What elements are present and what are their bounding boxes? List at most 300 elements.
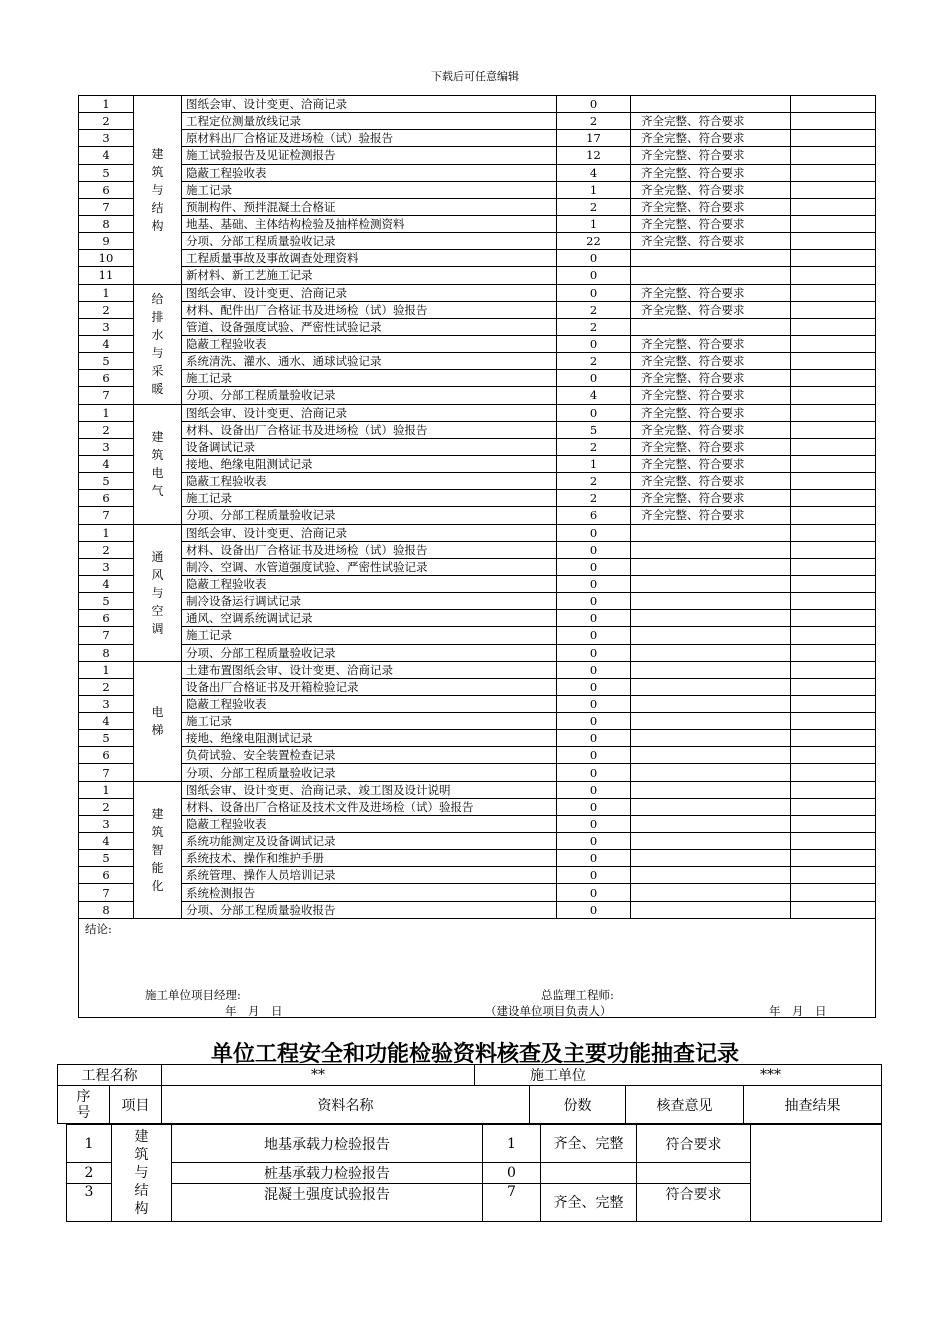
row-opinion xyxy=(631,695,791,712)
row-checker xyxy=(791,575,876,592)
header-count: 份数 xyxy=(530,1086,626,1124)
row-no: 6 xyxy=(79,490,134,507)
row-doc-name: 通风、空调系统调试记录 xyxy=(182,610,557,627)
row-doc-name: 预制构件、预拌混凝土合格证 xyxy=(182,198,557,215)
row-count: 17 xyxy=(557,130,631,147)
row-count: 2 xyxy=(557,318,631,335)
row-count: 1 xyxy=(557,181,631,198)
row-checker xyxy=(791,541,876,558)
row-opinion: 齐全完整、符合要求 xyxy=(631,455,791,472)
row-opinion xyxy=(631,764,791,781)
row-count: 0 xyxy=(557,404,631,421)
row-doc-name: 负荷试验、安全装置检查记录 xyxy=(182,747,557,764)
row-checker xyxy=(791,147,876,164)
row-no: 1 xyxy=(79,781,134,798)
row-no: 5 xyxy=(79,353,134,370)
row-doc-name: 施工记录 xyxy=(182,370,557,387)
row-doc-name: 接地、绝缘电阻测试记录 xyxy=(182,730,557,747)
check-row xyxy=(79,678,876,695)
form-row-result: 符合要求 xyxy=(637,1125,751,1163)
row-no: 8 xyxy=(79,644,134,661)
row-checker xyxy=(791,318,876,335)
checker-cell xyxy=(751,1125,882,1222)
row-count: 2 xyxy=(557,353,631,370)
row-checker xyxy=(791,96,876,113)
row-count: 2 xyxy=(557,113,631,130)
form-row-opinion xyxy=(541,1125,637,1163)
row-count: 12 xyxy=(557,147,631,164)
header-result: 抽查结果 xyxy=(744,1086,882,1124)
check-row xyxy=(79,370,876,387)
row-no: 1 xyxy=(79,524,134,541)
row-checker xyxy=(791,850,876,867)
row-count: 0 xyxy=(557,781,631,798)
check-row xyxy=(79,593,876,610)
group-label: 电梯 xyxy=(151,705,164,738)
form-row-count: 1 xyxy=(483,1125,541,1163)
row-no: 2 xyxy=(79,421,134,438)
row-opinion xyxy=(631,833,791,850)
row-opinion xyxy=(631,815,791,832)
check-row xyxy=(79,541,876,558)
form-row-name: 地基承载力检验报告 xyxy=(172,1125,483,1163)
check-row xyxy=(79,627,876,644)
group-cell xyxy=(134,781,182,918)
check-row xyxy=(79,713,876,730)
check-row xyxy=(79,318,876,335)
conclusion-row xyxy=(79,918,876,1017)
row-count: 6 xyxy=(557,507,631,524)
row-no: 7 xyxy=(79,387,134,404)
row-no: 2 xyxy=(79,541,134,558)
row-doc-name: 图纸会审、设计变更、洽商记录 xyxy=(182,524,557,541)
row-count: 0 xyxy=(557,661,631,678)
row-checker xyxy=(791,867,876,884)
row-no: 6 xyxy=(79,610,134,627)
row-no: 7 xyxy=(79,198,134,215)
row-opinion xyxy=(631,627,791,644)
row-no: 6 xyxy=(79,747,134,764)
form-row-no: 3 xyxy=(67,1184,112,1222)
row-no: 5 xyxy=(79,850,134,867)
row-opinion xyxy=(631,661,791,678)
check-row xyxy=(79,267,876,284)
row-no: 9 xyxy=(79,233,134,250)
group-cell xyxy=(134,661,182,781)
row-doc-name: 隐蔽工程验收表 xyxy=(182,473,557,490)
check-row xyxy=(79,96,876,113)
row-checker xyxy=(791,215,876,232)
row-opinion xyxy=(631,250,791,267)
row-no: 3 xyxy=(79,695,134,712)
group-cell xyxy=(134,404,182,524)
row-count: 5 xyxy=(557,421,631,438)
row-opinion xyxy=(631,781,791,798)
row-count: 0 xyxy=(557,850,631,867)
row-count: 2 xyxy=(557,301,631,318)
row-checker xyxy=(791,730,876,747)
row-count: 0 xyxy=(557,335,631,352)
row-no: 3 xyxy=(79,558,134,575)
check-row xyxy=(79,421,876,438)
row-no: 2 xyxy=(79,798,134,815)
row-doc-name: 施工试验报告及见证检测报告 xyxy=(182,147,557,164)
check-row xyxy=(79,524,876,541)
row-count: 2 xyxy=(557,198,631,215)
row-checker xyxy=(791,233,876,250)
form-title: 单位工程安全和功能检验资料核查及主要功能抽查记录 xyxy=(210,1042,739,1067)
row-no: 5 xyxy=(79,473,134,490)
row-doc-name: 制冷设备运行调试记录 xyxy=(182,593,557,610)
chief-supervisor-label: 总监理工程师: xyxy=(541,987,614,1002)
row-doc-name: 工程质量事故及事故调查处理资料 xyxy=(182,250,557,267)
row-checker xyxy=(791,181,876,198)
contractor-value: *** xyxy=(760,1067,781,1083)
header-no-text: 序号 xyxy=(76,1088,91,1121)
row-no: 4 xyxy=(79,713,134,730)
row-no: 1 xyxy=(79,284,134,301)
row-checker xyxy=(791,198,876,215)
row-doc-name: 隐蔽工程验收表 xyxy=(182,335,557,352)
row-doc-name: 图纸会审、设计变更、洽商记录、竣工图及设计说明 xyxy=(182,781,557,798)
row-checker xyxy=(791,455,876,472)
form-row-no: 2 xyxy=(67,1163,112,1184)
check-row xyxy=(79,490,876,507)
row-checker xyxy=(791,421,876,438)
check-row xyxy=(79,335,876,352)
row-checker xyxy=(791,301,876,318)
row-count: 1 xyxy=(557,455,631,472)
row-opinion xyxy=(631,730,791,747)
row-doc-name: 施工记录 xyxy=(182,627,557,644)
row-doc-name: 土建布置图纸会审、设计变更、洽商记录 xyxy=(182,661,557,678)
row-doc-name: 图纸会审、设计变更、洽商记录 xyxy=(182,284,557,301)
row-no: 7 xyxy=(79,507,134,524)
row-opinion xyxy=(631,524,791,541)
row-no: 4 xyxy=(79,335,134,352)
row-checker xyxy=(791,164,876,181)
check-row xyxy=(79,884,876,901)
contractor-label: 施工单位 xyxy=(530,1068,586,1084)
row-opinion: 齐全完整、符合要求 xyxy=(631,215,791,232)
row-opinion xyxy=(631,713,791,730)
row-count: 2 xyxy=(557,438,631,455)
check-row xyxy=(79,507,876,524)
conclusion-cell xyxy=(79,918,876,1017)
row-doc-name: 隐蔽工程验收表 xyxy=(182,815,557,832)
row-opinion xyxy=(631,541,791,558)
group-cell xyxy=(134,524,182,661)
contractor-manager-label: 施工单位项目经理: xyxy=(145,987,241,1002)
date-right: 年 月 日 xyxy=(769,1003,827,1018)
row-doc-name: 系统技术、操作和维护手册 xyxy=(182,850,557,867)
check-row xyxy=(79,644,876,661)
row-opinion xyxy=(631,558,791,575)
row-count: 0 xyxy=(557,284,631,301)
row-no: 4 xyxy=(79,575,134,592)
row-checker xyxy=(791,884,876,901)
row-count: 0 xyxy=(557,250,631,267)
row-checker xyxy=(791,250,876,267)
row-opinion xyxy=(631,575,791,592)
row-no: 5 xyxy=(79,593,134,610)
row-opinion: 齐全完整、符合要求 xyxy=(631,164,791,181)
header-doc: 资料名称 xyxy=(162,1086,530,1124)
row-count: 4 xyxy=(557,164,631,181)
row-doc-name: 新材料、新工艺施工记录 xyxy=(182,267,557,284)
row-count: 0 xyxy=(557,541,631,558)
row-count: 0 xyxy=(557,884,631,901)
row-opinion xyxy=(631,850,791,867)
check-row xyxy=(79,215,876,232)
row-count: 22 xyxy=(557,233,631,250)
row-doc-name: 分项、分部工程质量验收记录 xyxy=(182,764,557,781)
row-opinion: 齐全完整、符合要求 xyxy=(631,438,791,455)
row-no: 6 xyxy=(79,181,134,198)
row-doc-name: 系统清洗、灌水、通水、通球试验记录 xyxy=(182,353,557,370)
row-doc-name: 接地、绝缘电阻测试记录 xyxy=(182,455,557,472)
row-doc-name: 管道、设备强度试验、严密性试验记录 xyxy=(182,318,557,335)
row-checker xyxy=(791,490,876,507)
row-opinion xyxy=(631,644,791,661)
row-doc-name: 系统管理、操作人员培训记录 xyxy=(182,867,557,884)
header-opinion: 核查意见 xyxy=(626,1086,744,1124)
form-row-name: 桩基承载力检验报告 xyxy=(172,1163,483,1184)
check-row xyxy=(79,764,876,781)
row-no: 5 xyxy=(79,730,134,747)
row-opinion: 齐全完整、符合要求 xyxy=(631,370,791,387)
row-doc-name: 地基、基础、主体结构检验及抽样检测资料 xyxy=(182,215,557,232)
row-opinion: 齐全完整、符合要求 xyxy=(631,387,791,404)
row-checker xyxy=(791,764,876,781)
row-opinion xyxy=(631,318,791,335)
row-doc-name: 材料、设备出厂合格证书及进场检（试）验报告 xyxy=(182,541,557,558)
form-body-table xyxy=(66,1124,882,1222)
check-row xyxy=(79,833,876,850)
form-row-count: 0 xyxy=(483,1163,541,1184)
check-row xyxy=(79,130,876,147)
check-row xyxy=(79,198,876,215)
row-no: 8 xyxy=(79,215,134,232)
conclusion-label: 结论: xyxy=(85,921,112,936)
row-count: 0 xyxy=(557,644,631,661)
row-checker xyxy=(791,507,876,524)
row-checker xyxy=(791,404,876,421)
check-row xyxy=(79,695,876,712)
row-opinion xyxy=(631,678,791,695)
row-checker xyxy=(791,747,876,764)
group-label: 建筑与结构 xyxy=(151,146,164,233)
row-doc-name: 隐蔽工程验收表 xyxy=(182,164,557,181)
row-count: 0 xyxy=(557,798,631,815)
row-no: 7 xyxy=(79,764,134,781)
project-name-value: ** xyxy=(162,1065,475,1086)
row-checker xyxy=(791,130,876,147)
row-count: 0 xyxy=(557,370,631,387)
row-no: 4 xyxy=(79,833,134,850)
check-row xyxy=(79,558,876,575)
row-no: 7 xyxy=(79,627,134,644)
row-no: 2 xyxy=(79,678,134,695)
row-no: 2 xyxy=(79,113,134,130)
row-opinion: 齐全完整、符合要求 xyxy=(631,181,791,198)
row-no: 5 xyxy=(79,164,134,181)
row-checker xyxy=(791,558,876,575)
project-name-label: 工程名称 xyxy=(58,1065,162,1086)
row-doc-name: 施工记录 xyxy=(182,181,557,198)
row-doc-name: 隐蔽工程验收表 xyxy=(182,575,557,592)
row-count: 0 xyxy=(557,747,631,764)
row-opinion xyxy=(631,747,791,764)
row-count: 0 xyxy=(557,627,631,644)
row-no: 7 xyxy=(79,884,134,901)
row-doc-name: 系统功能测定及设备调试记录 xyxy=(182,833,557,850)
row-opinion xyxy=(631,798,791,815)
check-row xyxy=(79,455,876,472)
row-doc-name: 隐蔽工程验收表 xyxy=(182,695,557,712)
check-row xyxy=(79,815,876,832)
check-row xyxy=(79,798,876,815)
row-checker xyxy=(791,370,876,387)
row-no: 6 xyxy=(79,867,134,884)
check-row xyxy=(79,867,876,884)
row-checker xyxy=(791,833,876,850)
row-opinion: 齐全完整、符合要求 xyxy=(631,130,791,147)
row-opinion xyxy=(631,593,791,610)
row-opinion: 齐全完整、符合要求 xyxy=(631,507,791,524)
row-opinion: 齐全完整、符合要求 xyxy=(631,147,791,164)
row-opinion: 齐全完整、符合要求 xyxy=(631,233,791,250)
row-count: 2 xyxy=(557,490,631,507)
row-no: 2 xyxy=(79,301,134,318)
check-row xyxy=(79,473,876,490)
row-opinion: 齐全完整、符合要求 xyxy=(631,473,791,490)
row-count: 0 xyxy=(557,901,631,918)
row-opinion: 齐全完整、符合要求 xyxy=(631,284,791,301)
form-row-name: 混凝土强度试验报告 xyxy=(172,1184,483,1222)
date-left: 年 月 日 xyxy=(225,1003,283,1018)
form-group-label: 建筑与结构 xyxy=(134,1129,149,1217)
row-opinion: 齐全完整、符合要求 xyxy=(631,404,791,421)
row-checker xyxy=(791,695,876,712)
row-opinion: 齐全完整、符合要求 xyxy=(631,353,791,370)
row-checker xyxy=(791,353,876,370)
check-row xyxy=(79,610,876,627)
row-no: 1 xyxy=(79,661,134,678)
row-doc-name: 材料、设备出厂合格证及技术文件及进场检（试）验报告 xyxy=(182,798,557,815)
check-row xyxy=(79,353,876,370)
row-no: 1 xyxy=(79,404,134,421)
row-doc-name: 分项、分部工程质量验收记录 xyxy=(182,507,557,524)
group-label: 通风与空调 xyxy=(151,549,164,636)
row-count: 0 xyxy=(557,713,631,730)
check-row xyxy=(79,747,876,764)
row-doc-name: 设备调试记录 xyxy=(182,438,557,455)
form-row-result xyxy=(637,1163,751,1184)
check-row xyxy=(79,438,876,455)
check-row xyxy=(79,164,876,181)
row-checker xyxy=(791,798,876,815)
form-row-count: 7 xyxy=(483,1184,541,1222)
row-doc-name: 系统检测报告 xyxy=(182,884,557,901)
row-doc-name: 设备出厂合格证书及开箱检验记录 xyxy=(182,678,557,695)
row-no: 3 xyxy=(79,438,134,455)
row-count: 4 xyxy=(557,387,631,404)
row-checker xyxy=(791,473,876,490)
row-doc-name: 原材料出厂合格证及进场检（试）验报告 xyxy=(182,130,557,147)
row-checker xyxy=(791,781,876,798)
row-count: 0 xyxy=(557,575,631,592)
form-row-opinion-text: 齐全、完整 xyxy=(553,1135,624,1152)
row-doc-name: 材料、配件出厂合格证书及进场检（试）验报告 xyxy=(182,301,557,318)
row-doc-name: 工程定位测量放线记录 xyxy=(182,113,557,130)
row-count: 0 xyxy=(557,267,631,284)
row-checker xyxy=(791,713,876,730)
check-row xyxy=(79,901,876,918)
row-opinion xyxy=(631,610,791,627)
row-doc-name: 施工记录 xyxy=(182,713,557,730)
document-check-table xyxy=(78,95,876,1018)
row-doc-name: 分项、分部工程质量验收记录 xyxy=(182,644,557,661)
header-no xyxy=(58,1086,110,1124)
row-doc-name: 图纸会审、设计变更、洽商记录 xyxy=(182,404,557,421)
form-row-result: 符合要求 xyxy=(637,1184,751,1222)
group-label: 建筑电气 xyxy=(151,430,164,499)
row-no: 1 xyxy=(79,96,134,113)
row-count: 2 xyxy=(557,473,631,490)
form-row-opinion xyxy=(541,1184,637,1222)
check-row xyxy=(79,250,876,267)
row-opinion: 齐全完整、符合要求 xyxy=(631,301,791,318)
row-count: 0 xyxy=(557,593,631,610)
form-row-opinion xyxy=(541,1163,637,1184)
row-checker xyxy=(791,267,876,284)
row-no: 8 xyxy=(79,901,134,918)
row-checker xyxy=(791,438,876,455)
owner-rep-label: （建设单位项目负责人） xyxy=(485,1003,612,1018)
row-opinion xyxy=(631,96,791,113)
row-opinion xyxy=(631,267,791,284)
row-checker xyxy=(791,113,876,130)
form-row-opinion-text: 齐全、完整 xyxy=(553,1194,624,1211)
row-opinion: 齐全完整、符合要求 xyxy=(631,113,791,130)
check-row xyxy=(79,850,876,867)
row-checker xyxy=(791,901,876,918)
check-row xyxy=(79,301,876,318)
row-checker xyxy=(791,387,876,404)
row-doc-name: 图纸会审、设计变更、洽商记录 xyxy=(182,96,557,113)
check-row xyxy=(79,575,876,592)
row-doc-name: 材料、设备出厂合格证书及进场检（试）验报告 xyxy=(182,421,557,438)
header-item: 项目 xyxy=(110,1086,162,1124)
row-count: 0 xyxy=(557,678,631,695)
row-checker xyxy=(791,678,876,695)
row-no: 3 xyxy=(79,130,134,147)
row-count: 0 xyxy=(557,96,631,113)
row-opinion xyxy=(631,867,791,884)
row-no: 4 xyxy=(79,455,134,472)
row-checker xyxy=(791,593,876,610)
row-checker xyxy=(791,524,876,541)
check-row xyxy=(79,404,876,421)
row-no: 3 xyxy=(79,318,134,335)
check-row xyxy=(79,781,876,798)
check-row xyxy=(79,147,876,164)
row-opinion: 齐全完整、符合要求 xyxy=(631,421,791,438)
row-doc-name: 施工记录 xyxy=(182,490,557,507)
row-no: 3 xyxy=(79,815,134,832)
row-opinion: 齐全完整、符合要求 xyxy=(631,198,791,215)
